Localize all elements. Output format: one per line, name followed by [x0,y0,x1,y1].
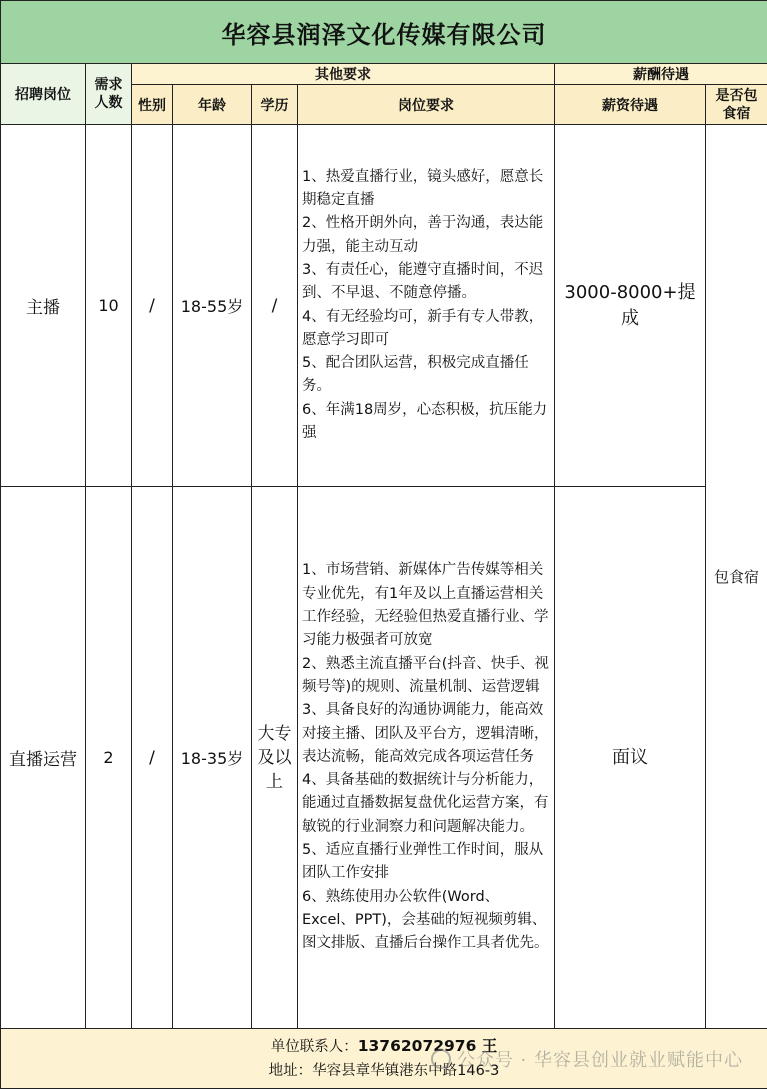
company-title: 华容县润泽文化传媒有限公司 [1,1,767,64]
row-position: 主播 [1,125,86,487]
row-salary: 3000-8000+提成 [555,125,706,487]
address-label: 地址： [268,1063,313,1079]
row-salary: 面议 [555,487,706,1029]
contact-value: 13762072976 王 [357,1037,498,1055]
row-education-text: 大专及以上 [257,723,292,792]
row-gender: / [132,125,173,487]
row-education: / [252,125,298,487]
requirement-item: 1、热爱直播行业，镜头感好，愿意长期稳定直播 [302,168,544,209]
requirement-item: 4、有无经验均可，新手有专人带教，愿意学习即可 [302,308,544,348]
header-board-lodging [706,85,767,125]
requirement-item: 4、具备基础的数据统计与分析能力，能通过直播数据复盘优化运营方案，有敏锐的行业洞察力和问题解决能力。 [302,772,549,835]
header-board-lodging-text: 是否包食宿 [715,87,758,122]
requirement-item: 2、熟悉主流直播平台(抖音、快手、视频号等)的规则、流量机制、运营逻辑 [302,655,549,695]
header-gender: 性别 [132,85,173,125]
requirement-item: 6、熟练使用办公软件(Word、Excel、PPT)，会基础的短视频剪辑、图文排版、直播后台操作工具者优先。 [302,888,549,952]
table-row [1,487,767,1029]
header-headcount [86,64,132,125]
requirement-item: 5、配合团队运营，积极完成直播任务。 [302,355,529,395]
requirement-item: 6、年满18周岁，心态积极，抗压能力强 [302,401,548,441]
row-gender: / [132,487,173,1029]
requirement-item: 1、市场营销、新媒体广告传媒等相关专业优先，有1年及以上直播运营相关工作经验，无经验但热爱直播行业、学习能力极强者可放宽 [302,562,549,649]
row-headcount: 10 [86,125,132,487]
row-age: 18-35岁 [173,487,252,1029]
row-requirements [298,125,555,487]
watermark [431,1046,743,1072]
header-salary: 薪资待遇 [555,85,706,125]
row-requirements [298,487,555,1029]
contact-label: 单位联系人： [270,1039,358,1055]
requirement-item: 3、具备良好的沟通协调能力，能高效对接主播、团队及平台方，逻辑清晰，表达流畅，能高效完成各项运营任务 [302,702,549,765]
footer [1,1029,767,1089]
board-lodging-value: 包食宿 [706,125,767,1029]
row-headcount: 2 [86,487,132,1029]
wechat-icon [431,1049,451,1069]
header-compensation: 薪酬待遇 [555,64,767,85]
row-age: 18-55岁 [173,125,252,487]
header-position: 招聘岗位 [1,64,86,125]
row-position: 直播运营 [1,487,86,1029]
requirement-item: 2、性格开朗外向，善于沟通，表达能力强，能主动互动 [302,215,544,255]
watermark-text: 公众号 · 华容县创业就业赋能中心 [456,1050,743,1071]
header-other-requirements: 其他要求 [132,64,555,85]
row-education [252,487,298,1029]
header-job-requirements: 岗位要求 [298,85,555,125]
header-age: 年龄 [173,85,252,125]
header-education: 学历 [252,85,298,125]
requirement-item: 3、有责任心，能遵守直播时间，不迟到、不早退、不随意停播。 [302,261,544,302]
header-headcount-text: 需求人数 [94,77,123,111]
address-value: 华容县章华镇港东中路146-3 [312,1063,500,1079]
requirement-item: 5、适应直播行业弹性工作时间，服从团队工作安排 [302,842,544,882]
table-row [1,125,767,487]
